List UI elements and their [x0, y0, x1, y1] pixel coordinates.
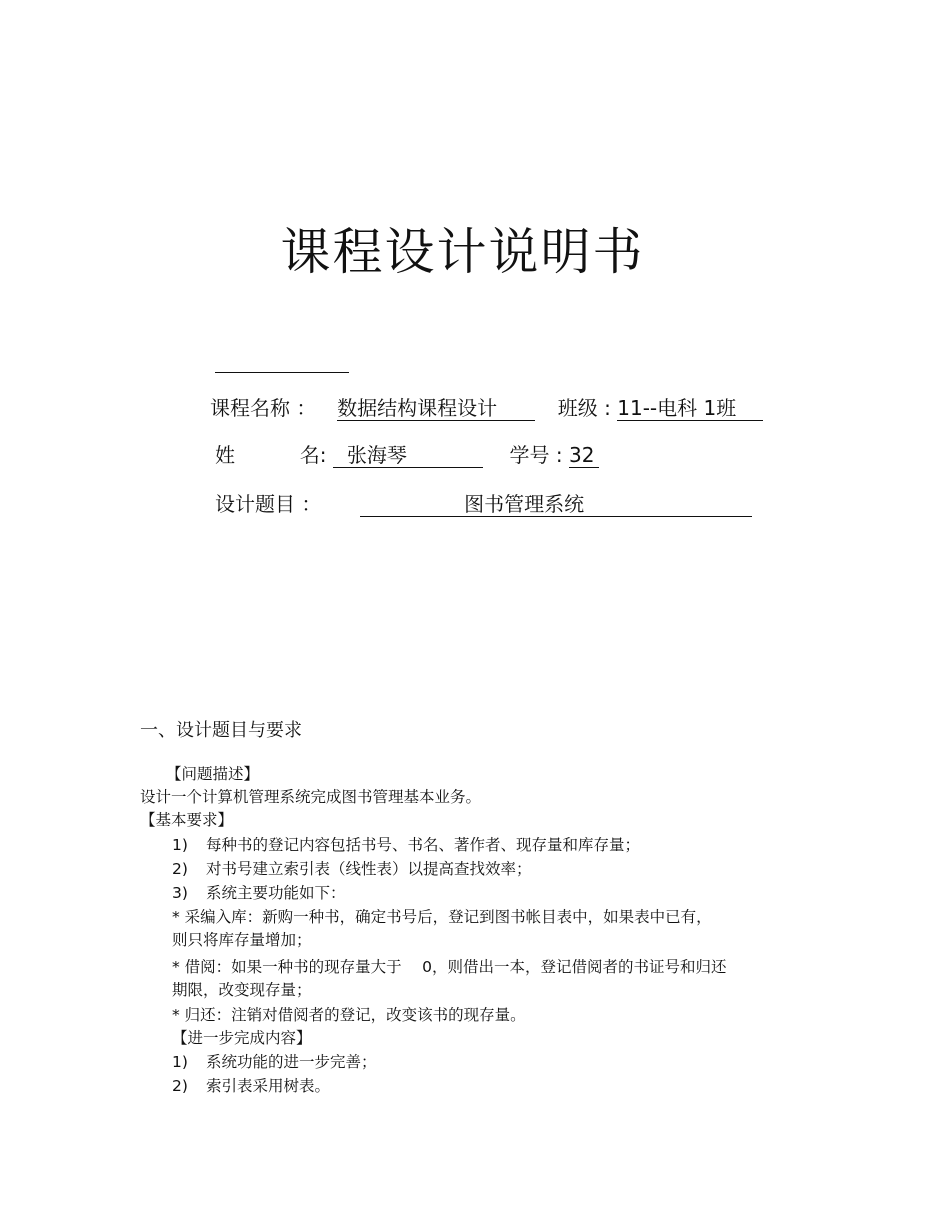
list-item-text: 对书号建立索引表（线性表）以提高查找效率；: [206, 860, 532, 878]
further-content-heading: 【进一步完成内容】: [172, 1029, 312, 1047]
document-title: 课程设计说明书: [280, 223, 645, 281]
problem-text: 设计一个计算机管理系统完成图书管理基本业务。: [140, 788, 482, 806]
section-heading: 一、设计题目与要求: [140, 720, 302, 741]
class-label: 班级 :: [557, 396, 611, 420]
design-topic-value: 图书管理系统: [360, 492, 752, 517]
student-info-row: [215, 441, 599, 469]
function-borrow-line-2: 期限，改变现存量；: [172, 981, 312, 999]
list-item: [172, 1051, 377, 1073]
list-item: [172, 834, 640, 856]
list-item-number: 1): [172, 836, 188, 854]
list-item-number: 1): [172, 1053, 188, 1071]
student-name-value: 张海琴: [333, 443, 483, 468]
list-item-text: 系统主要功能如下：: [206, 884, 346, 902]
class-value: 11--电科 1班: [617, 396, 763, 421]
student-id-value: 32: [569, 443, 599, 468]
course-name-label: 课程名称 ：: [210, 396, 317, 420]
name-label-char-2: 名:: [299, 443, 327, 467]
function-borrow-line-1: * 借阅：如果一种书的现存量大于 0，则借出一本，登记借阅者的书证号和归还: [172, 958, 727, 976]
problem-heading: 【问题描述】: [166, 765, 260, 783]
basic-requirements-heading: 【基本要求】: [140, 811, 234, 829]
list-item-number: 3): [172, 884, 188, 902]
divider-line: [215, 372, 349, 373]
list-item-text: 每种书的登记内容包括书号、书名、著作者、现存量和库存量；: [206, 836, 641, 854]
list-item: [172, 1075, 330, 1097]
student-id-label: 学号 :: [509, 443, 563, 467]
course-info-row: [210, 394, 763, 422]
function-return-line: * 归还：注销对借阅者的登记，改变该书的现存量。: [172, 1006, 526, 1024]
list-item-text: 索引表采用树表。: [206, 1077, 331, 1095]
function-acquisition-line-1: * 采编入库：新购一种书，确定书号后，登记到图书帐目表中，如果表中已有，: [172, 908, 712, 926]
course-name-value: 数据结构课程设计: [337, 396, 535, 421]
name-label-char-1: 姓: [215, 443, 235, 467]
design-topic-label: 设计题目 ：: [215, 492, 322, 516]
list-item-number: 2): [172, 860, 188, 878]
function-acquisition-line-2: 则只将库存量增加；: [172, 931, 312, 949]
list-item: [172, 858, 532, 880]
list-item-text: 系统功能的进一步完善；: [206, 1053, 377, 1071]
topic-info-row: [215, 490, 752, 518]
list-item-number: 2): [172, 1077, 188, 1095]
list-item: [172, 882, 346, 904]
